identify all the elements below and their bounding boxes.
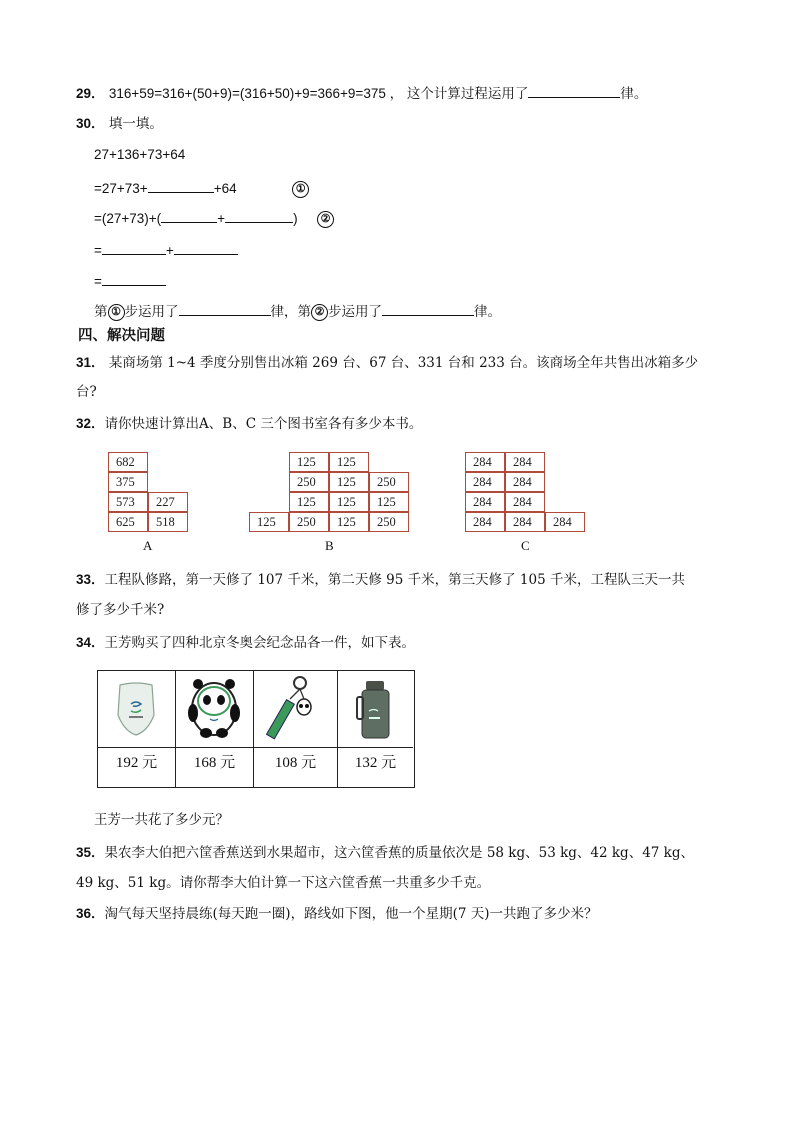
grid-label: B <box>325 538 334 553</box>
expression-line-3 <box>94 207 334 229</box>
step-summary <box>94 300 501 322</box>
question-number: 34． <box>76 635 105 650</box>
grid-label: A <box>143 538 153 553</box>
grid-cell: 125 <box>329 492 369 512</box>
answer-blank[interactable] <box>382 300 474 316</box>
question-text: 王芳购买了四种北京冬奥会纪念品各一件，如下表。 <box>104 635 416 651</box>
question-suffix: 律。 <box>620 86 648 102</box>
section-heading: 四、解决问题 <box>78 328 165 344</box>
grid-cell: 284 <box>545 512 585 532</box>
expr-part: + <box>217 211 226 226</box>
question-32 <box>76 414 422 434</box>
grid-cell: 125 <box>329 512 369 532</box>
grid-cell: 284 <box>465 452 505 472</box>
question-31 <box>76 353 698 373</box>
grid-cell: 125 <box>249 512 289 532</box>
answer-blank[interactable] <box>161 207 217 223</box>
step-2-marker: ② <box>317 211 334 228</box>
summary-part: 步运用了 <box>124 304 179 320</box>
souvenir-table <box>97 670 415 788</box>
question-number: 30． <box>76 116 105 131</box>
grid-cell: 250 <box>289 472 329 492</box>
question-number: 32． <box>76 416 105 431</box>
expr-part: = <box>94 243 102 258</box>
grid-cell: 250 <box>289 512 329 532</box>
question-text: 请你快速计算出A、B、C 三个图书室各有多少本书。 <box>104 416 423 432</box>
grid-cell: 284 <box>505 492 545 512</box>
grid-cell: 125 <box>369 492 409 512</box>
question-35-cont: 49 kg、51 kg。请你帮李大伯计算一下这六筐香蕉一共重多少千克。 <box>76 875 491 891</box>
question-text: 某商场第 1~4 季度分别售出冰箱 269 台、67 台、331 台和 233 台。该商场全年共售出冰箱多少 <box>104 355 699 371</box>
expr-part: =27+73+ <box>94 181 148 196</box>
step-2-marker: ② <box>311 304 328 321</box>
grid-cell: 625 <box>108 512 148 532</box>
question-number: 31． <box>76 355 105 370</box>
answer-blank[interactable] <box>102 239 166 255</box>
scarf-icon <box>98 671 175 748</box>
question-34 <box>76 633 415 653</box>
question-33-cont: 修了多少千米? <box>76 602 165 618</box>
souvenir-column <box>254 671 338 787</box>
grid-cell: 284 <box>505 512 545 532</box>
grid-cell: 284 <box>505 472 545 492</box>
question-number: 29． <box>76 86 105 101</box>
grid-cell: 518 <box>148 512 188 532</box>
answer-blank[interactable] <box>225 207 293 223</box>
price-label: 192 元 <box>115 755 158 771</box>
question-text: 工程队修路，第一天修了 107 千米，第二天修 95 千米，第三天修了 105 千米，工程队三天一共 <box>104 572 685 588</box>
grid-cell: 375 <box>108 472 148 492</box>
question-35 <box>76 843 694 863</box>
question-31-cont: 台? <box>76 384 97 400</box>
question-text: 填一填。 <box>108 116 163 132</box>
question-number: 33． <box>76 572 105 587</box>
grid-cell: 125 <box>329 452 369 472</box>
souvenir-column <box>338 671 413 787</box>
grid-cell: 250 <box>369 472 409 492</box>
summary-part: 步运用了 <box>328 304 382 320</box>
expr-part: ) <box>293 211 298 226</box>
question-text: 淘气每天坚持晨练(每天跑一圈)，路线如下图，他一个星期(7 天)一共跑了多少米？ <box>104 906 598 922</box>
price-label: 108 元 <box>274 755 317 771</box>
grid-cell: 573 <box>108 492 148 512</box>
answer-blank[interactable] <box>179 300 271 316</box>
question-34-ask: 王芳一共花了多少元？ <box>94 812 229 828</box>
expression-line-1: 27+136+73+64 <box>94 147 186 162</box>
expression-line-2 <box>94 177 309 199</box>
thermos-icon <box>338 671 413 748</box>
summary-part: 第 <box>94 304 108 320</box>
question-30 <box>76 114 163 134</box>
grid-label: C <box>521 538 530 553</box>
answer-blank[interactable] <box>102 270 166 286</box>
question-number: 36． <box>76 906 105 921</box>
grid-cell: 284 <box>465 472 505 492</box>
question-number: 35． <box>76 845 105 860</box>
souvenir-column <box>98 671 176 787</box>
step-1-marker: ① <box>292 181 309 198</box>
grid-cell: 682 <box>108 452 148 472</box>
question-text: 果农李大伯把六筐香蕉送到水果超市，这六筐香蕉的质量依次是 58 kg、53 kg、42 kg、47 kg、 <box>104 845 694 861</box>
grid-cell: 250 <box>369 512 409 532</box>
summary-part: 律。 <box>474 304 501 320</box>
question-33 <box>76 570 685 590</box>
expr-part: =(27+73)+( <box>94 211 162 226</box>
grid-cell: 284 <box>465 512 505 532</box>
grid-cell: 284 <box>505 452 545 472</box>
question-36 <box>76 904 597 924</box>
step-1-marker: ① <box>108 304 125 321</box>
grid-cell: 125 <box>329 472 369 492</box>
expression-line-4 <box>94 239 238 261</box>
price-label: 168 元 <box>193 755 236 771</box>
answer-blank[interactable] <box>174 239 238 255</box>
souvenir-column <box>176 671 254 787</box>
summary-part: 律，第 <box>270 304 311 320</box>
question-29 <box>76 82 647 104</box>
expr-part: + <box>165 243 174 258</box>
grid-cell: 125 <box>289 492 329 512</box>
expr-part: +64 <box>213 181 237 196</box>
grid-cell: 284 <box>465 492 505 512</box>
price-label: 132 元 <box>354 755 397 771</box>
question-text: 316+59=316+(50+9)=(316+50)+9=366+9=375 ， 这个计算过程运用了 <box>108 86 529 101</box>
answer-blank[interactable] <box>528 82 620 98</box>
grid-cell: 125 <box>289 452 329 472</box>
keychain-icon <box>254 671 337 748</box>
grid-cell: 227 <box>148 492 188 512</box>
expression-line-5 <box>94 270 166 292</box>
expr-part: = <box>94 274 102 289</box>
answer-blank[interactable] <box>148 177 214 193</box>
panda-mascot-icon <box>176 671 253 748</box>
